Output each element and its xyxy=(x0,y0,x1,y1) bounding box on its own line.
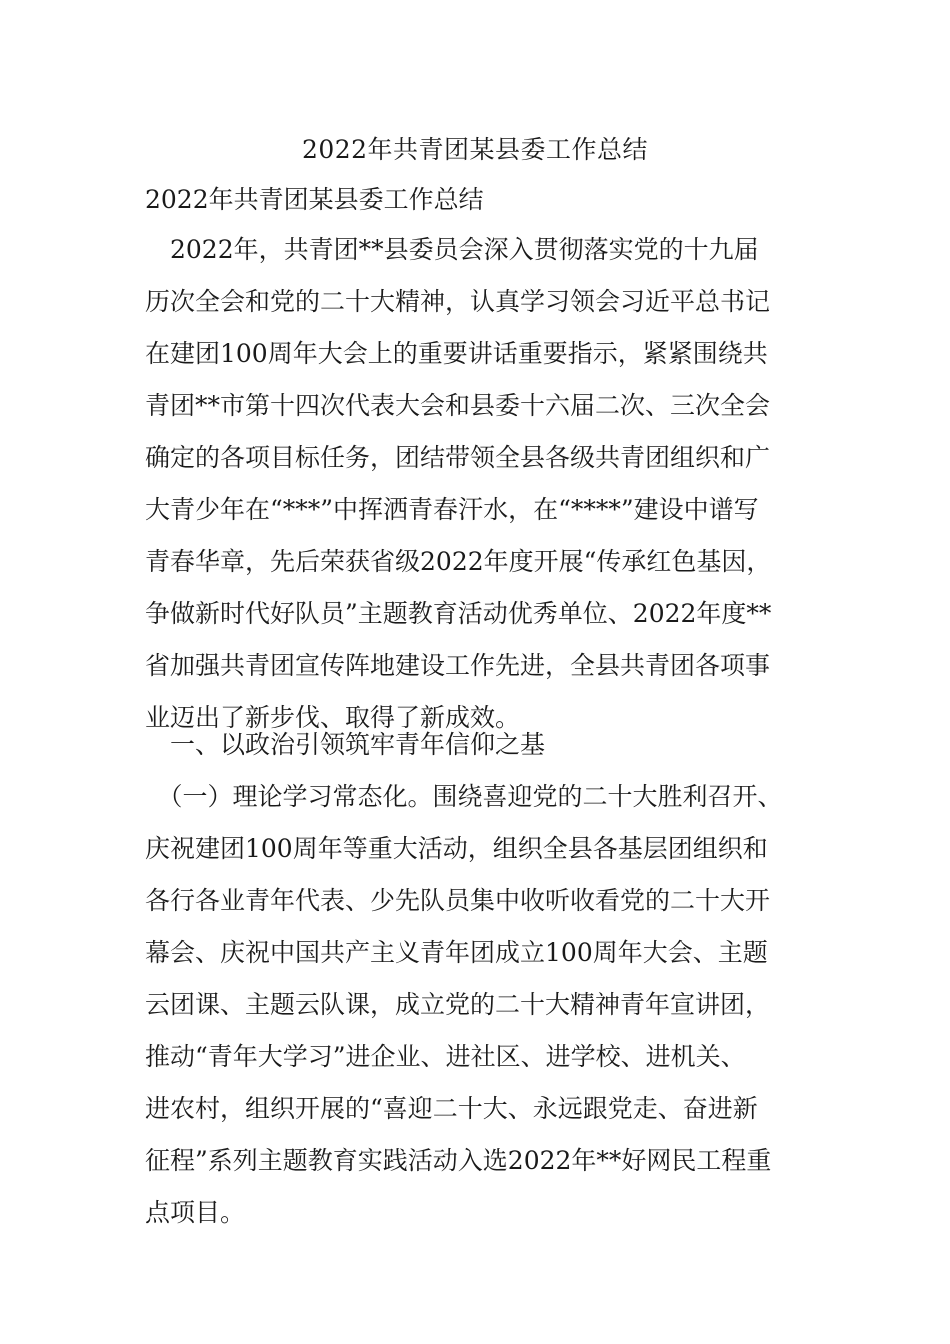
section-heading-block xyxy=(145,719,815,771)
document-title: 2022年共青团某县委工作总结 xyxy=(301,135,649,164)
intro-paragraph xyxy=(145,224,815,744)
paragraph-line: 青春华章，先后荣获省级2022年度开展“传承红色基因， xyxy=(145,547,772,576)
paragraph-line: 青团**市第十四次代表大会和县委十六届二次、三次全会 xyxy=(145,391,771,420)
paragraph-line: 确定的各项目标任务，团结带领全县各级共青团组织和广 xyxy=(145,443,771,472)
paragraph-line: 征程”系列主题教育实践活动入选2022年**好网民工程重 xyxy=(145,1146,772,1175)
paragraph-line: 省加强共青团宣传阵地建设工作先进，全县共青团各项事 xyxy=(145,651,771,680)
section-paragraph xyxy=(145,771,815,1239)
paragraph-line: 进农村，组织开展的“喜迎二十大、永远跟党走、奋进新 xyxy=(145,1094,758,1123)
paragraph-line: 大青少年在“***”中挥洒青春汗水，在“****”建设中谱写 xyxy=(145,495,759,524)
paragraph-line: 幕会、庆祝中国共产主义青年团成立100周年大会、主题 xyxy=(145,938,768,967)
paragraph-line: 庆祝建团100周年等重大活动，组织全县各基层团组织和 xyxy=(145,834,768,863)
paragraph-line: 2022年，共青团**县委员会深入贯彻落实党的十九届 xyxy=(145,235,759,264)
section-heading: 一、以政治引领筑牢青年信仰之基 xyxy=(145,730,546,759)
paragraph-line: （一）理论学习常态化。围绕喜迎党的二十大胜利召开、 xyxy=(145,782,783,811)
paragraph-line: 争做新时代好队员”主题教育活动优秀单位、2022年度** xyxy=(145,599,772,628)
paragraph-line: 云团课、主题云队课，成立党的二十大精神青年宣讲团， xyxy=(145,990,771,1019)
document-subtitle: 2022年共青团某县委工作总结 xyxy=(145,185,484,214)
paragraph-line: 推动“青年大学习”进企业、进社区、进学校、进机关、 xyxy=(145,1042,746,1071)
paragraph-line: 各行各业青年代表、少先队员集中收听收看党的二十大开 xyxy=(145,886,771,915)
paragraph-line: 业迈出了新步伐、取得了新成效。 xyxy=(145,703,521,732)
paragraph-line: 点项目。 xyxy=(145,1198,246,1227)
paragraph-line: 在建团100周年大会上的重要讲话重要指示，紧紧围绕共 xyxy=(145,339,768,368)
paragraph-line: 历次全会和党的二十大精神，认真学习领会习近平总书记 xyxy=(145,287,771,316)
